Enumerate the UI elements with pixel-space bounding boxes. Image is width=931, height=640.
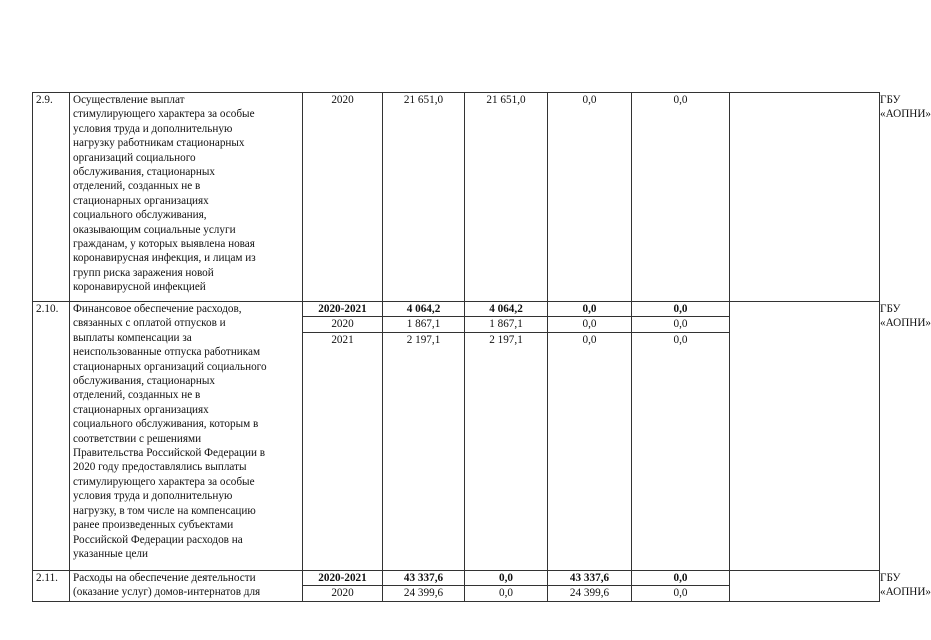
other-amount-cell	[632, 93, 730, 302]
activity-name-line: Расходы на обеспечение деятельности	[73, 572, 256, 584]
total-amount: 2 197,1	[406, 333, 441, 346]
spacer-cell	[730, 571, 880, 602]
other-amount: 0,0	[632, 317, 729, 332]
activity-name-line: стационарных организаций социального	[73, 360, 267, 373]
activity-name-line: отделений, созданных не в	[73, 389, 201, 402]
total-amount: 21 651,0	[403, 94, 444, 106]
activity-name-line: выплаты компенсации за	[73, 331, 192, 344]
activity-name-line: условия труда и дополнительную	[73, 490, 233, 503]
activity-name-line: 2020 году предоставлялись выплаты	[73, 461, 247, 474]
regional-amount: 0,0	[582, 333, 597, 346]
activity-name-line: нагрузку, в том числе на компенсацию	[73, 504, 256, 517]
regional-amount: 0,0	[582, 94, 597, 106]
period: 2020	[331, 587, 354, 600]
federal-amount-cell	[465, 93, 548, 302]
activity-name-line: гражданам, у которых выявлена новая	[73, 238, 255, 251]
activity-name-line: соответствии с решениями	[73, 432, 202, 445]
period: 2020-2021	[303, 302, 382, 317]
other-amount: 0,0	[632, 571, 729, 586]
activity-name-line: ранее произведенных субъектами	[73, 519, 234, 532]
activity-name-line: обслуживания, стационарных	[73, 375, 215, 388]
period: 2020	[331, 94, 354, 106]
other-amount: 0,0	[673, 587, 688, 600]
regional-amount: 24 399,6	[569, 587, 610, 600]
federal-amount: 21 651,0	[486, 94, 526, 106]
activity-name-line: условия труда и дополнительную	[73, 122, 233, 135]
other-amount-cell	[632, 302, 730, 571]
total-amount-cell	[383, 93, 465, 302]
total-amount: 1 867,1	[383, 317, 464, 332]
total-amount: 43 337,6	[383, 571, 464, 586]
federal-amount: 1 867,1	[465, 317, 547, 332]
table-body	[33, 93, 931, 602]
federal-amount: 0,0	[465, 571, 547, 586]
regional-amount-cell	[548, 302, 632, 571]
activity-name-line: оказывающим социальные услуги	[73, 223, 236, 236]
table-row: 2.10. Финансовое обеспечение расходов, связанных с оплатой отпусков и выплаты компенсации за неиспользованные отпуска работникам стационарных организаций социального обслуживания, стационарных отделений, созданных не в стационарных организациях социального обслуживания, которым в соответствии с решениями Правительства Российской Федерации в 2020 году предоставлялись выплаты стимулирующего характера за особые условия труда и дополнительную нагрузку, в том числе на компенсацию ранее произведенных субъектами Российской Федерации расходов на указанные цели 2020-2021 2020 2021 4 064,2 1 867,1 2 197,1 4 064,2 1 867,1 2 197,1 0,0 0,0 0,0 0,0 0,0 0,0 ГБУ «АОПНИ»	[33, 302, 880, 571]
program-activities-table	[32, 92, 931, 602]
regional-amount-cell	[548, 571, 632, 602]
activity-name-line: указанные цели	[73, 547, 148, 560]
table-row: 2.11. Расходы на обеспечение деятельности (оказание услуг) домов-интернатов для 2020-2021 2020 43 337,6 24 399,6 0,0 0,0 43 337,6 24 399,6 0,0 0,0 ГБУ «АОПНИ»	[33, 571, 880, 602]
item-number: 2.10.	[33, 302, 70, 571]
total-amount: 4 064,2	[383, 302, 464, 317]
total-amount: 24 399,6	[403, 587, 444, 600]
period: 2020-2021	[303, 571, 382, 586]
activity-name-line: стационарных организациях	[73, 403, 209, 416]
activity-name-line: Осуществление выплат	[73, 94, 185, 106]
other-amount: 0,0	[632, 302, 729, 317]
federal-amount-cell	[465, 302, 548, 571]
period-cell	[303, 302, 383, 571]
other-amount-cell	[632, 571, 730, 602]
regional-amount: 0,0	[548, 317, 631, 332]
activity-name-line: групп риска заражения новой	[73, 266, 214, 279]
total-amount-cell	[383, 302, 465, 571]
spacer-cell	[730, 93, 880, 302]
spacer-cell	[730, 302, 880, 571]
activity-name-line: социального обслуживания, которым в	[73, 418, 259, 431]
activity-name-line: (оказание услуг) домов-интернатов для	[73, 586, 261, 599]
federal-amount: 0,0	[499, 587, 513, 600]
activity-name-line: неиспользованные отпуска работникам	[73, 346, 261, 359]
activity-name-line: Финансовое обеспечение расходов,	[73, 303, 242, 315]
regional-amount: 43 337,6	[548, 571, 631, 586]
activity-name	[70, 571, 303, 602]
activity-name-line: коронавирусной инфекцией	[73, 281, 206, 294]
item-number: 2.9.	[33, 93, 70, 302]
regional-amount-cell	[548, 93, 632, 302]
item-number: 2.11.	[33, 571, 70, 602]
activity-name-line: стимулирующего характера за особые	[73, 475, 255, 488]
period-cell	[303, 93, 383, 302]
activity-name	[70, 93, 303, 302]
activity-name-line: связанных с оплатой отпусков и	[73, 317, 226, 330]
regional-amount: 0,0	[548, 302, 631, 317]
activity-name-line: коронавирусная инфекция, и лицам из	[73, 252, 256, 265]
activity-name	[70, 302, 303, 571]
activity-name-line: социального обслуживания,	[73, 209, 207, 222]
federal-amount-cell	[465, 571, 548, 602]
federal-amount: 4 064,2	[465, 302, 547, 317]
table-row: 2.9. Осуществление выплат стимулирующего характера за особые условия труда и дополнительную нагрузку работникам стационарных организаций социального обслуживания, стационарных отделений, созданных не в стационарных организациях социального обслуживания, оказывающим социальные услуги гражданам, у которых выявлена новая коронавирусная инфекция, и лицам из групп риска заражения новой коронавирусной инфекцией 2020 21 651,0 21 651,0 0,0 0,0 ГБУ «АОПНИ»	[33, 93, 880, 302]
activity-name-line: Правительства Российской Федерации в	[73, 447, 266, 460]
other-amount: 0,0	[673, 333, 688, 346]
total-amount-cell	[383, 571, 465, 602]
activity-name-line: стимулирующего характера за особые	[73, 108, 255, 121]
period: 2021	[331, 333, 354, 346]
activity-name-line: отделений, созданных не в	[73, 180, 201, 193]
other-amount: 0,0	[673, 94, 688, 106]
activity-name-line: обслуживания, стационарных	[73, 166, 215, 179]
activity-name-line: организаций социального	[73, 151, 196, 164]
federal-amount: 2 197,1	[489, 333, 523, 346]
activity-name-line: нагрузку работникам стационарных	[73, 137, 245, 150]
period-cell	[303, 571, 383, 602]
activity-name-line: Российской Федерации расходов на	[73, 533, 243, 546]
activity-name-line: стационарных организациях	[73, 194, 209, 207]
period: 2020	[303, 317, 382, 332]
